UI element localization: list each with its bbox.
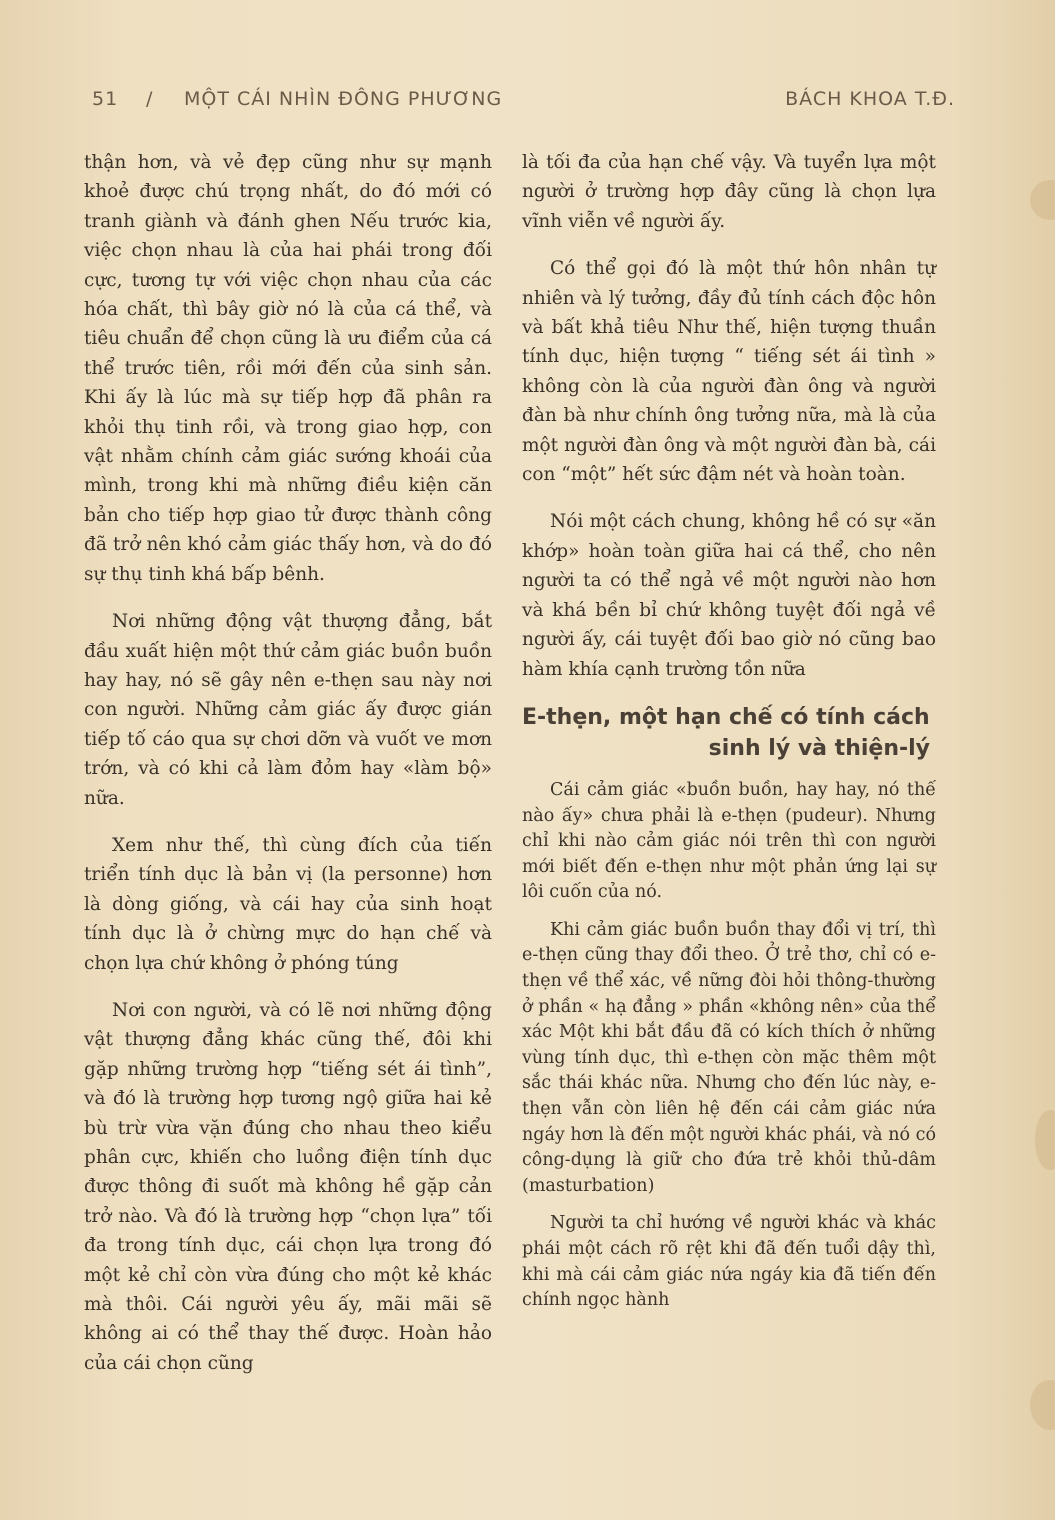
left-column — [84, 148, 492, 1396]
page-header — [92, 88, 955, 118]
page-number: 51 — [92, 88, 119, 110]
section-heading-line: sinh lý và thiện-lý — [708, 735, 930, 761]
right-column — [522, 148, 936, 1326]
paragraph: Nơi con người, và có lẽ nơi những động vật thượng đẳng khác cũng thế, đôi khi gặp những trường hợp “tiếng sét ái tình”, và đó là trường hợp tương ngộ giữa hai kẻ bù trừ vừa vặn đúng cho nhau theo kiểu phân cực, khiến cho luồng điện tính dục được thông đi suốt mà không hề gặp cản trở nào. Và đó là trường hợp “chọn lựa” tối đa trong tính dục, cái chọn lựa trong đó một kẻ chỉ còn vừa đúng cho một kẻ khác mà thôi. Cái người yêu ấy, mãi mãi sẽ không ai có thể thay thế được. Hoàn hảo của cái chọn cũng — [84, 999, 492, 1374]
paper-stain — [1030, 180, 1055, 220]
paragraph: Người ta chỉ hướng về người khác và khác phái một cách rõ rệt khi đã đến tuổi dậy thì, khi mà cái cảm giác nứa ngáy kia đã tiến đến chính ngọc hành — [522, 1213, 936, 1311]
paragraph: Khi cảm giác buồn buồn thay đổi vị trí, thì e-thẹn cũng thay đổi theo. Ở trẻ thơ, chỉ có e-thẹn về thể xác, về nững đòi hỏi thông-thường ở phần « hạ đẳng » phần «không nên» của thể xác Một khi bắt đầu đã có kích thích ở những vùng tính dục, thì e-thẹn còn mặc thêm một sắc thái khác nữa. Nhưng cho đến lúc này, e-thẹn vẫn còn liên hệ đến cái cảm giác nứa ngáy hơn là đến một người khác phái, và nó có công-dụng là giữ cho đứa trẻ khỏi thủ-dâm (masturbation) — [522, 919, 936, 1196]
paragraph: là tối đa của hạn chế vậy. Và tuyển lựa một người ở trường hợp đây cũng là chọn lựa vĩnh viễn về người ấy. — [522, 152, 936, 232]
header-separator: / — [146, 88, 154, 110]
paper-stain — [1030, 1380, 1055, 1430]
paragraph: Nơi những động vật thượng đẳng, bắt đầu xuất hiện một thứ cảm giác buồn buồn hay hay, nó sẽ gây nên e-thẹn sau này nơi con người. Những cảm giác ấy được gián tiếp tố cáo qua sự chơi dỡn và vuốt ve mơn trớn, và có khi cả làm đỏm hay «làm bộ» nữa. — [84, 611, 492, 809]
section-heading — [522, 702, 936, 764]
paper-stain — [1035, 1110, 1055, 1170]
paragraph: Xem như thế, thì cùng đích của tiến triển tính dục là bản vị (la personne) hơn là dòng giống, và cái hay của sinh hoạt tính dục là ở chừng mực do hạn chế và chọn lựa chứ không ở phóng túng — [84, 834, 492, 974]
paragraph: Cái cảm giác «buồn buồn, hay hay, nó thế nào ấy» chưa phải là e-thẹn (pudeur). Nhưng chỉ khi nào cảm giác nói trên thì con người mới biết đến e-thẹn như một phản ứng lại sự lôi cuốn của nó. — [522, 779, 936, 903]
section-heading-line: E-thẹn, một hạn chế có tính cách — [522, 704, 930, 730]
paragraph: thận hơn, và vẻ đẹp cũng như sự mạnh khoẻ được chú trọng nhất, do đó mới có tranh giành và đánh ghen Nếu trước kia, việc chọn nhau là của hai phái trong đối cực, tương tự với việc chọn nhau của các hóa chất, thì bây giờ nó là của cá thể, và tiêu chuẩn để chọn cũng là ưu điểm của cá thể trước tiên, rồi mới đến của sinh sản. Khi ấy là lúc mà sự tiếp hợp đã phân ra khỏi thụ tinh rồi, và trong giao hợp, con vật nhằm chính cảm giác sướng khoái của mình, trong khi mà những điều kiện căn bản cho tiếp hợp giao tử được thành công đã trở nên khó cảm giác thấy hơn, và do đó sự thụ tinh khá bấp bênh. — [84, 152, 492, 585]
paragraph: Nói một cách chung, không hề có sự «ăn khớp» hoàn toàn giữa hai cá thể, cho nên người ta có thể ngả về một người nào hơn và khá bền bỉ chứ không tuyệt đối ngả về người ấy, cái tuyệt đối bao giờ nó cũng bao hàm khía cạnh trường tồn nữa — [522, 511, 936, 680]
paragraph: Có thể gọi đó là một thứ hôn nhân tự nhiên và lý tưởng, đầy đủ tính cách độc hôn và bất khả tiêu Như thế, hiện tượng thuần tính dục, hiện tượng “ tiếng sét ái tình » không còn là của người đàn ông và người đàn bà như chính ông tưởng nữa, mà là của một người đàn ông và một người đàn bà, cái con “một” hết sức đậm nét và hoàn toàn. — [522, 258, 936, 486]
running-title: MỘT CÁI NHÌN ĐÔNG PHƯƠNG — [184, 88, 503, 110]
magazine-name: BÁCH KHOA T.Đ. — [785, 88, 955, 110]
